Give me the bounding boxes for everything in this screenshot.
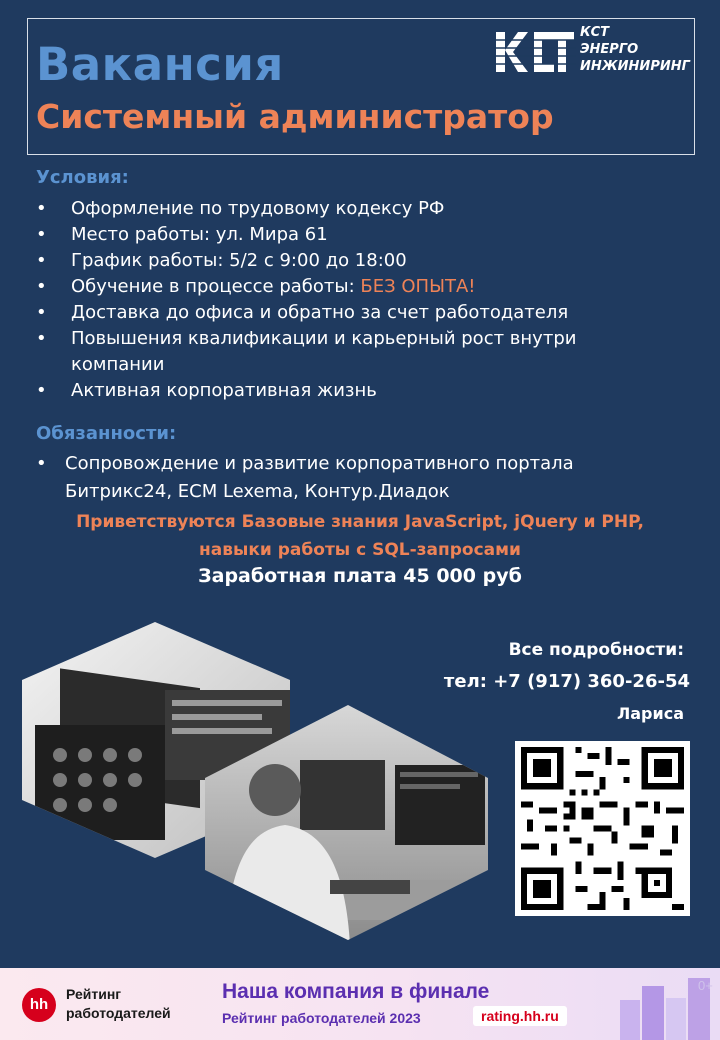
list-item: • Обучение в процессе работы: БЕЗ ОПЫТА! [36, 276, 476, 297]
company-name-line: КСТ [580, 25, 610, 40]
list-item: • Место работы: ул. Мира 61 [36, 224, 328, 245]
list-item: • График работы: 5/2 с 9:00 до 18:00 [36, 250, 407, 271]
banner-subtitle: Рейтинг работодателей 2023 [222, 1010, 421, 1026]
contacts-block [444, 634, 690, 730]
list-item: • Повышения квалификации и карьерный рост внутри компании [36, 328, 577, 375]
banner-badge: 0+ [698, 978, 713, 993]
company-name-line: ИНЖИНИРИНГ [580, 59, 690, 74]
list-item: • Оформление по трудовому кодексу РФ [36, 198, 445, 219]
hh-label-line: работодателей [66, 1005, 171, 1021]
condition-text: График работы: 5/2 с 9:00 до 18:00 [71, 250, 407, 271]
job-title: Системный администратор [36, 97, 554, 136]
company-name-line: ЭНЕРГО [580, 42, 639, 57]
contacts-heading: Все подробности: [508, 640, 684, 660]
duties-heading: Обязанности: [36, 423, 177, 444]
hh-rating-banner[interactable] [0, 968, 720, 1040]
condition-text: Активная корпоративная жизнь [71, 380, 377, 401]
page-title: Вакансия [36, 38, 284, 91]
list-item: • Сопровождение и развитие корпоративного портала Битрикс24, ECM Lexema, Контур.Диадок [36, 453, 574, 502]
cubes-graphic [612, 968, 720, 1040]
banner-title: Наша компания в финале [222, 980, 490, 1003]
hh-logo: hh [22, 988, 56, 1022]
hh-label [66, 985, 171, 1023]
conditions-heading: Условия: [36, 167, 129, 188]
contact-person: Лариса [616, 704, 684, 723]
condition-text: Повышения квалификации и карьерный рост внутри компании [71, 328, 577, 375]
list-item: • Активная корпоративная жизнь [36, 380, 377, 401]
phone-number[interactable]: тел: +7 (917) 360-26-54 [443, 671, 690, 692]
condition-text: Доставка до офиса и обратно за счет работодателя [71, 302, 569, 323]
condition-text: Место работы: ул. Мира 61 [71, 224, 328, 245]
qr-code[interactable] [515, 741, 690, 916]
welcome-line: Приветствуются Базовые знания JavaScript, jQuery и PHP, [76, 512, 644, 532]
list-item: • Доставка до офиса и обратно за счет работодателя [36, 302, 569, 323]
hh-label-line: Рейтинг [66, 986, 122, 1002]
duty-text: Сопровождение и развитие корпоративного портала Битрикс24, ECM Lexema, Контур.Диадок [65, 453, 574, 502]
welcome-line: навыки работы с SQL-запросами [199, 540, 521, 560]
rating-link[interactable]: rating.hh.ru [473, 1006, 567, 1026]
condition-text: Оформление по трудовому кодексу РФ [71, 198, 445, 219]
no-experience-highlight: БЕЗ ОПЫТА! [360, 276, 476, 297]
salary: Заработная плата 45 000 руб [198, 565, 522, 587]
condition-text: Обучение в процессе работы: [71, 276, 361, 297]
